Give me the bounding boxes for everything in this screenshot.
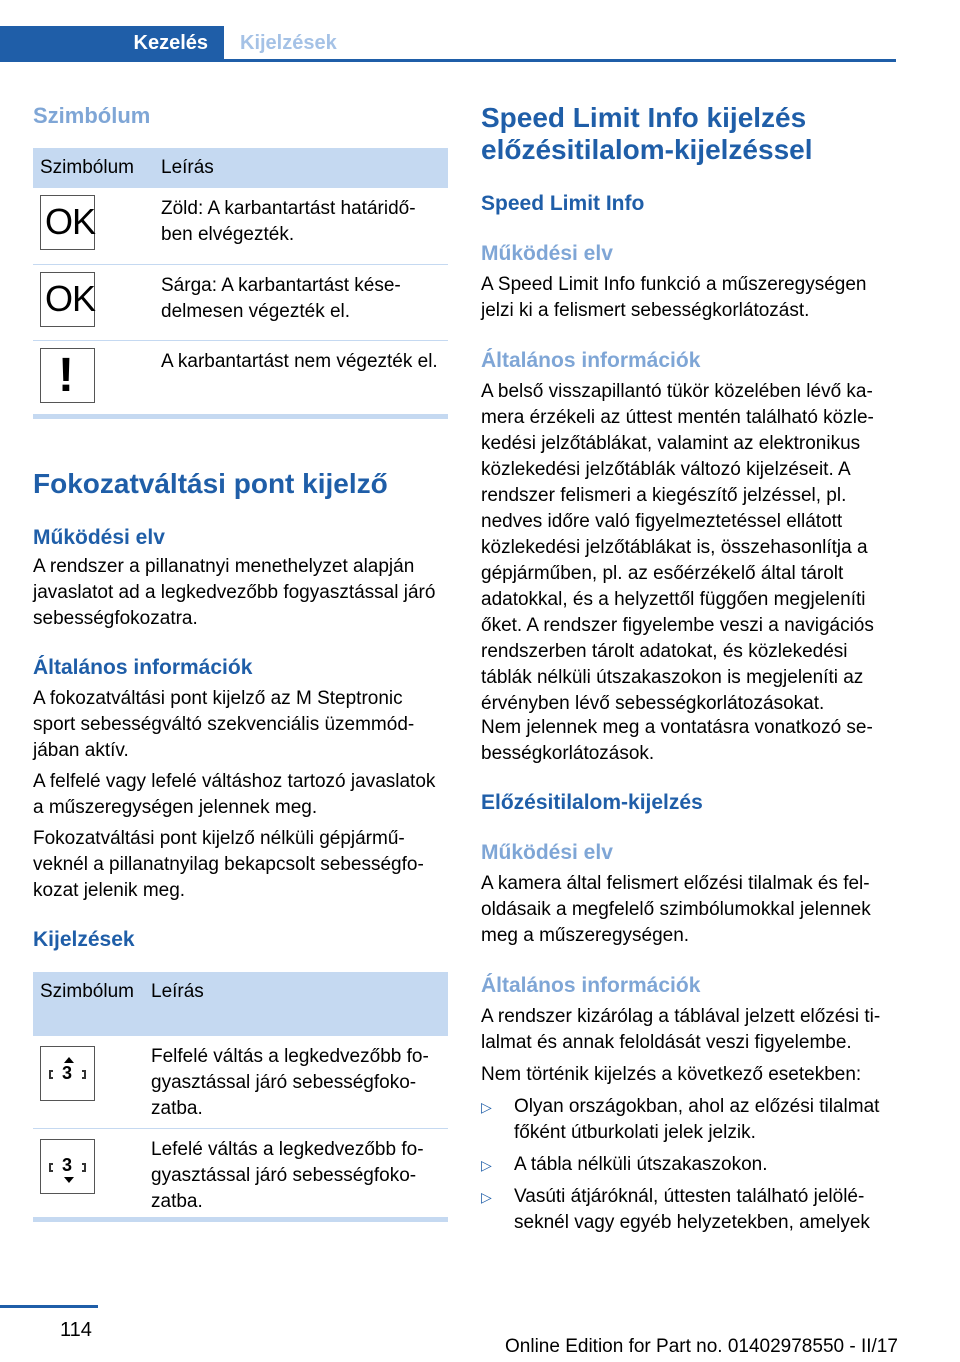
gear-number: 3 <box>62 1154 73 1175</box>
table-cell-icon <box>33 340 150 415</box>
page-header <box>0 26 896 62</box>
ok-icon-text: OK <box>45 201 96 242</box>
list-item-text: A tábla nélküli útszakaszokon. <box>514 1154 768 1175</box>
bracket-right <box>82 1163 86 1172</box>
gear-number: 3 <box>62 1063 73 1083</box>
maintenance-symbol-table <box>33 148 448 415</box>
footer-rule <box>0 1305 98 1308</box>
table-cell-description: Zöld: A karbantartást határidőben elvégezték. <box>150 188 448 264</box>
header-rule <box>0 59 896 62</box>
list-item <box>481 1094 895 1146</box>
paragraph-altalanos-1: A fokozatváltási pont kijelző az M Steptronic sport sebességváltó szekvenciális üzemmódjában aktív. <box>33 688 415 761</box>
heading-altalanos-2: Általános információk <box>481 974 701 997</box>
table-end-rule <box>33 414 448 419</box>
table-header-symbol: Szimbólum <box>33 972 143 1036</box>
tab-kijelzesek[interactable]: Kijelzések <box>240 32 337 54</box>
table-cell-icon <box>33 1036 143 1128</box>
paragraph-mukodesi-elv: A Speed Limit Info funkció a műszeregységen jelzi ki a felismert sebességkorlátozást. <box>481 274 867 321</box>
gear-up-icon <box>40 1046 95 1101</box>
table-cell-icon <box>33 264 150 340</box>
heading-mukodesi-elv: Működési elv <box>481 242 613 265</box>
bracket-left <box>49 1070 53 1079</box>
paragraph-altalanos-2-1: A rendszer kizárólag a táblával jelzett előzési tilalmat és annak feloldását veszi figyelembe. <box>481 1006 881 1053</box>
section-title-shift-indicator: Fokozatváltási pont kijelző <box>33 468 388 499</box>
heading-mukodesi-elv: Működési elv <box>33 526 165 549</box>
paragraph-mukodesi-elv: A rendszer a pillanatnyi menethelyzet alapján javaslatot ad a legkedvezőbb fogyasztással járó sebességfokozatra. <box>33 556 436 629</box>
heading-mukodesi-elv-2: Működési elv <box>481 841 613 864</box>
table-cell-icon <box>33 1128 143 1218</box>
paragraph-altalanos-2: Nem jelennek meg a vontatásra vonatkozó sebességkorlátozások. <box>481 717 873 764</box>
table-row <box>33 340 448 415</box>
table-header-description: Leírás <box>143 972 448 1036</box>
table-row <box>33 1128 448 1218</box>
table-header-row <box>33 148 448 188</box>
paragraph-altalanos-2-2: Nem történik kijelzés a következő esetekben: <box>481 1064 862 1085</box>
bullet-triangle-icon: ▷ <box>481 1157 492 1173</box>
table-row <box>33 188 448 264</box>
heading-elozesi-tilalom: Előzésitilalom-kijelzés <box>481 791 703 814</box>
gear-down-icon <box>40 1139 95 1194</box>
paragraph-altalanos-3: Fokozatváltási pont kijelző nélküli gépjárműveknél a pillanatnyilag bekapcsolt sebességfokozat jelenik meg. <box>33 828 424 901</box>
table-cell-description: Lefelé váltás a legkedvezőbb fogyasztással járó sebességfokozatba. <box>151 1138 424 1212</box>
paragraph-altalanos-1: A belső visszapillantó tükör közelében lévő kamera érzékeli az úttest mentén található közlekedési jelzőtáblákat, valamint az elektronikus közlekedési jelzőtáblák változó kijelzéseit. A rendszer felismeri a kiegészítő jelzéssel, pl. nedves időre való figyelmeztetéssel ellátott közlekedési jelzőtáblákat is, összehasonlítja a gépjárműben, pl. az esőérzékelő által tárolt adatokkal, és a helyzettől függően megjeleníti őket. A rendszer figyelembe veszi a navigációs rendszerben tárolt adatokat, és közlekedési táblák nélküli útszakaszokon is megjeleníti az érvényben lévő sebességkorlátozásokat. <box>481 381 874 714</box>
gear-indicator-table <box>33 972 448 1218</box>
ok-green-icon <box>40 195 95 250</box>
list-item-text: Vasúti átjáróknál, úttesten található jelöléseknél vagy egyéb helyzetekben, amelyek <box>514 1186 870 1233</box>
table-cell-description: Sárga: A karbantartást késedelmesen végezték el. <box>150 264 448 340</box>
table-cell-description: Felfelé váltás a legkedvezőbb fogyasztással járó sebességfokozatba. <box>143 1036 448 1128</box>
heading-speed-limit-info: Speed Limit Info <box>481 192 645 215</box>
table-header-symbol: Szimbólum <box>33 148 150 188</box>
table-end-rule <box>33 1217 448 1222</box>
table-row <box>33 1036 448 1128</box>
list-item <box>481 1184 895 1236</box>
bracket-left <box>49 1163 53 1172</box>
ok-icon-text: OK <box>45 277 96 319</box>
edition-label: Online Edition for Part no. 01402978550 - II/17 <box>505 1336 898 1357</box>
paragraph-mukodesi-elv-2: A kamera által felismert előzési tilalmak és feloldásaik a megfelelő szimbólumokkal jelennek meg a műszeregységen. <box>481 873 871 946</box>
table-cell-description: A karbantartást nem végezték el. <box>161 350 438 372</box>
tab-kezeles[interactable]: Kezelés <box>0 26 224 62</box>
heading-altalanos: Általános információk <box>481 349 701 372</box>
page-number: 114 <box>60 1319 92 1341</box>
paragraph-altalanos-2: A felfelé vagy lefelé váltáshoz tartozó javaslatok a műszeregységen jelennek meg. <box>33 771 436 818</box>
ok-yellow-icon <box>40 272 95 327</box>
bullet-list <box>481 1094 895 1236</box>
heading-altalanos: Általános információk <box>33 656 253 679</box>
list-item <box>481 1152 895 1178</box>
table-header-description: Leírás <box>150 148 448 188</box>
bullet-triangle-icon: ▷ <box>481 1189 492 1205</box>
bracket-right <box>82 1070 86 1079</box>
table-header-row <box>33 972 448 1036</box>
arrow-down-icon <box>64 1177 74 1183</box>
exclamation-icon <box>40 348 95 403</box>
symbols-heading: Szimbólum <box>33 103 151 128</box>
heading-kijelzesek: Kijelzések <box>33 928 135 951</box>
table-cell-icon <box>33 188 150 264</box>
section-title-speed-limit-info: Speed Limit Info kijelzés előzésitilalom-kijelzéssel <box>481 102 813 165</box>
bullet-triangle-icon: ▷ <box>481 1099 492 1115</box>
table-row <box>33 264 448 340</box>
exclamation-icon-text: ! <box>58 348 74 402</box>
list-item-text: Olyan országokban, ahol az előzési tilalmat főként útburkolati jelek jelzik. <box>514 1096 880 1143</box>
